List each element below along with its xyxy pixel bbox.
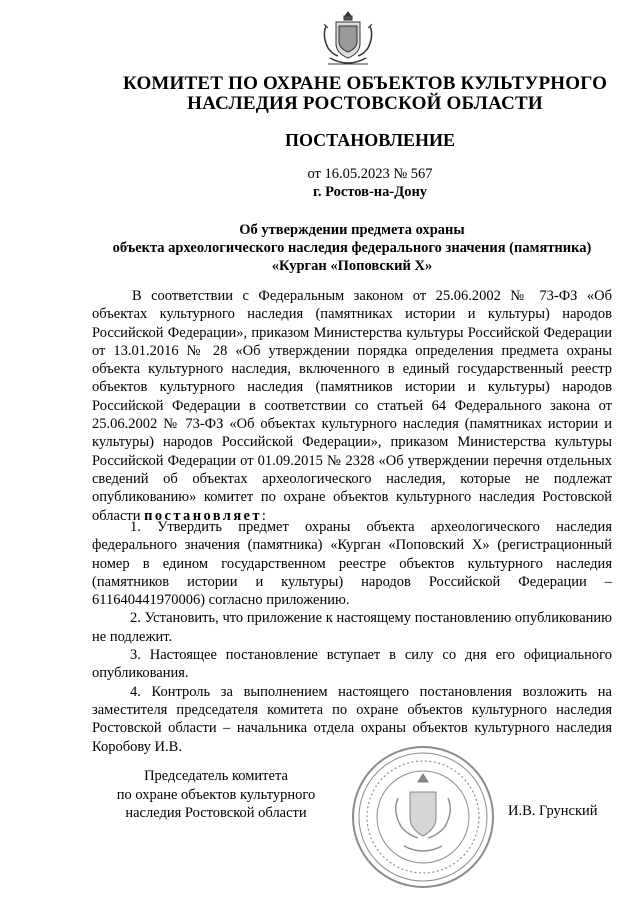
org-line-1: КОМИТЕТ ПО ОХРАНЕ ОБЪЕКТОВ КУЛЬТУРНОГО (122, 73, 608, 94)
position-line-2: по охране объектов культурного (116, 786, 316, 803)
preamble-colon: : (261, 507, 266, 524)
preamble-paragraph (92, 287, 612, 525)
signatory-position (96, 767, 336, 823)
resolution-items (92, 518, 612, 756)
position-line-1: Председатель комитета (144, 768, 288, 784)
document-subject (92, 221, 612, 275)
subject-line-3: «Курган «Поповский Х» (271, 258, 433, 274)
document-type: ПОСТАНОВЛЕНИЕ (284, 130, 456, 150)
document-date-number: от 16.05.2023 № 567 (307, 166, 433, 182)
subject-line-1: Об утверждении предмета охраны (239, 222, 465, 238)
preamble-text: В соответствии с Федеральным законом от 25.06.2002 № 73-ФЗ «Об объектах культурного наследия (памятниках истории и культуры) народов Российской Федерации», приказом Министерства культуры Российской Федерации от 13.01.2016 № 28 «Об утверждении порядка определения предмета охраны объекта культурного наследия, включенного в единый государственный реестр объектов культурного наследия (памятников истории и культуры) народов Российской Федерации в соответствии со статьей 64 Федерального закона от 25.06.2002 № 73-ФЗ «Об объектах культурного наследия (памятниках истории и культуры) народов Российской Федерации», приказом Министерства культуры Российской Федерации от 01.09.2015 № 2328 «Об утверждении перечня отдельных сведений об объектах археологического наследия, которые не подлежат опубликованию» комитет по охране объектов культурного наследия Ростовской области (92, 288, 612, 524)
resolution-item: 1. Утвердить предмет охраны объекта археологического наследия федерального значения (памятника) «Курган «Поповский Х» (регистрационный номер в едином государственном реестре объектов культурного наследия (памятников истории и культуры) народов Российской Федерации – 611640441970006) согласно приложению. (92, 519, 612, 609)
official-seal-icon (348, 742, 498, 892)
signatory-name: И.В. Грунский (508, 803, 598, 819)
org-line-2: НАСЛЕДИЯ РОСТОВСКОЙ ОБЛАСТИ (187, 93, 543, 114)
decision-word: постановляет (144, 507, 262, 524)
subject-line-2: объекта археологического наследия федерального значения (памятника) (112, 240, 592, 256)
document-city: г. Ростов-на-Дону (312, 184, 428, 200)
resolution-item: 2. Установить, что приложение к настоящему постановлению опубликованию не подлежит. (92, 610, 612, 645)
organization-name (0, 74, 640, 114)
resolution-item: 4. Контроль за выполнением настоящего постановления возложить на заместителя председателя комитета по охране объектов культурного наследия Ростовской области – начальника отдела охраны объектов культурного наследия Коробову И.В. (92, 683, 612, 755)
resolution-item: 3. Настоящее постановление вступает в силу со дня его официального опубликования. (92, 647, 612, 682)
position-line-3: наследия Ростовской области (125, 805, 307, 821)
coat-of-arms-icon (318, 8, 378, 72)
